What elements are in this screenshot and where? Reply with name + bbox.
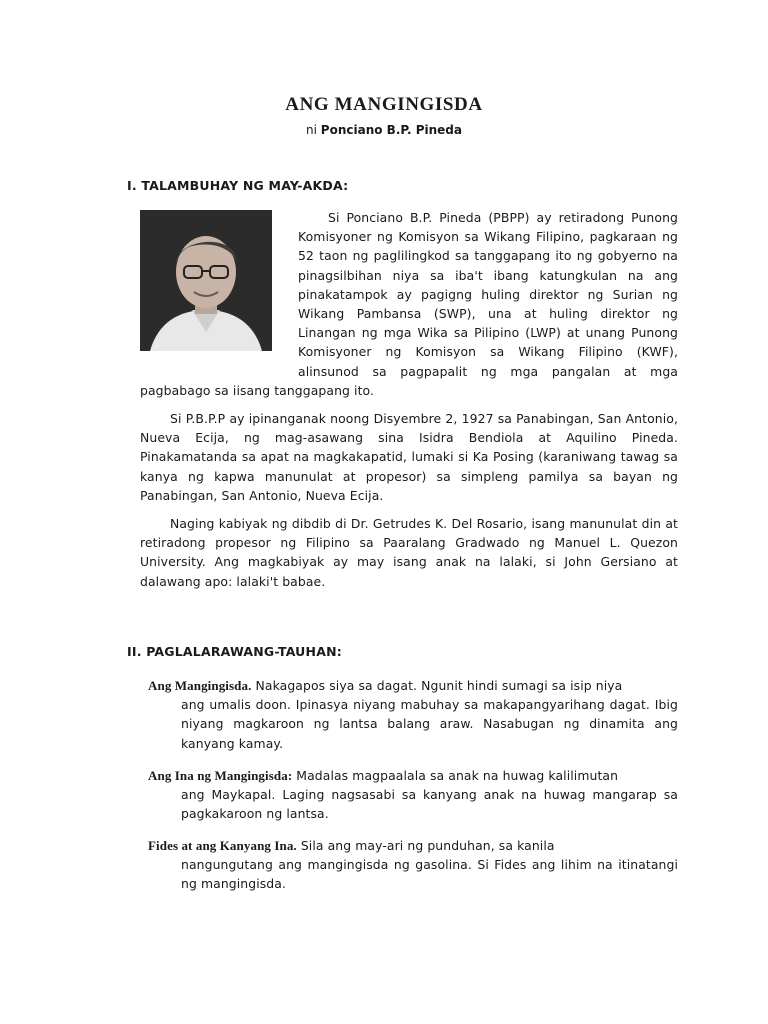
character-name: Fides at ang Kanyang Ina.: [148, 838, 297, 853]
author-name: Ponciano B.P. Pineda: [320, 123, 462, 137]
section-heading-biography: I. TALAMBUHAY NG MAY-AKDA:: [127, 178, 349, 193]
character-desc-rest: ang umalis doon. Ipinasya niyang mabuhay sa makapangyarihang dagat. Ibig niyang magkaroon ng lantsa balang araw. Nasabugan ng dinamita ang kanyang kamay.: [181, 697, 678, 751]
character-desc-rest: ang Maykapal. Laging nagsasabi sa kanyang anak na huwag mangarap sa pagkakaroon ng lantsa.: [181, 787, 678, 822]
section-heading-characters: II. PAGLALARAWANG-TAUHAN:: [127, 644, 342, 659]
biography-paragraph: Si Ponciano B.P. Pineda (PBPP) ay retiradong Punong Komisyoner ng Komisyon sa Wikang Filipino, pagkaraan ng 52 taon ng paglilingkod sa tanggapang ito ng gobyerno na pinagsilbihan niya sa iba't ibang katungkulan na ang pinakatampok ay pagigng huling direktor ng Surian ng Wikang Pambansa (SWP), una at huling direktor ng Linangan ng mga Wika sa Pilipino (LWP) at unang Punong Komisyoner ng Komisyon sa Wikang Filipino (KWF), alinsunod sa pagpapalit ng mga pangalan at mga pagbabago sa iisang tanggapang ito.: [140, 210, 678, 398]
character-name: Ang Mangingisda.: [148, 678, 252, 693]
byline-prefix: ni: [306, 123, 317, 137]
character-entry: [148, 676, 678, 753]
biography-text: [140, 208, 678, 600]
character-desc-first: Nakagapos siya sa dagat. Ngunit hindi sumagi sa isip niya: [251, 678, 623, 693]
character-entry: [148, 766, 678, 824]
character-desc-first: Sila ang may-ari ng punduhan, sa kanila: [296, 838, 555, 853]
biography-paragraph: Si P.B.P.P ay ipinanganak noong Disyembre 2, 1927 sa Panabingan, San Antonio, Nueva Ecija, ng mag-asawang sina Isidra Bendiola at Aquilino Pineda. Pinakamatanda sa apat na magkakapatid, lumaki si Ka Posing (karaniwang tawag sa kanya ng kapwa manunulat at propesor) sa simpleng pamilya sa bayan ng Panabingan, San Antonio, Nueva Ecija.: [140, 411, 678, 503]
character-entry: [148, 836, 678, 894]
biography-paragraph: Naging kabiyak ng dibdib di Dr. Getrudes K. Del Rosario, isang manunulat din at retiradong propesor ng Filipino sa Paaralang Gradwado ng Manuel L. Quezon University. Ang magkabiyak ay may isang anak na lalaki, si John Gersiano at dalawang apo: lalaki't babae.: [140, 516, 678, 589]
character-desc-rest: nangungutang ang mangingisda ng gasolina. Si Fides ang lihim na itinatangi ng mangingisda.: [181, 857, 678, 892]
byline: [0, 123, 768, 137]
document-title: ANG MANGINGISDA: [285, 94, 483, 115]
character-name: Ang Ina ng Mangingisda:: [148, 768, 293, 783]
character-desc-first: Madalas magpaalala sa anak na huwag kalilimutan: [292, 768, 619, 783]
